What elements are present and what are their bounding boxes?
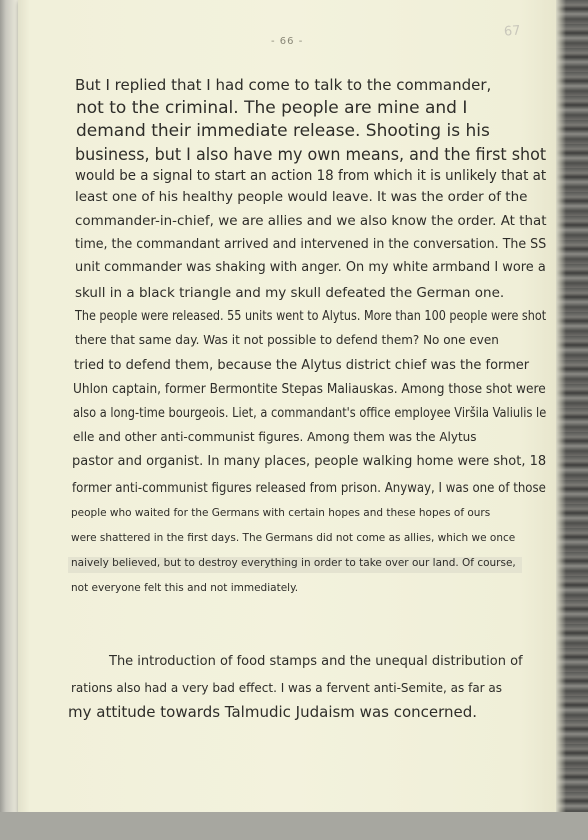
pencil-page-mark: 67 xyxy=(503,23,522,40)
text-line: skull in a black triangle and my skull defeated the German one. xyxy=(75,285,505,301)
text-line: time, the commandant arrived and intervened in the conversation. The SS xyxy=(75,237,547,252)
text-line: business, but I also have my own means, and the first shot xyxy=(75,145,547,165)
text-line: not everyone felt this and not immediately. xyxy=(71,582,299,594)
text-line: were shattered in the first days. The Germans did not come as allies, which we once xyxy=(71,532,516,544)
text-line: least one of his healthy people would leave. It was the order of the xyxy=(75,189,528,205)
text-line: The introduction of food stamps and the unequal distribution of xyxy=(109,654,523,669)
text-line: pastor and organist. In many places, people walking home were shot, 18 xyxy=(72,454,547,469)
page-edge-shadow xyxy=(556,0,566,840)
text-line: people who waited for the Germans with certain hopes and these hopes of ours xyxy=(71,507,491,519)
text-line: rations also had a very bad effect. I was a fervent anti-Semite, as far as xyxy=(71,681,503,695)
text-line highlighted-line: naively believed, but to destroy everything in order to take over our land. Of course, xyxy=(71,557,516,569)
page-number: - 66 - xyxy=(271,36,304,47)
text-line: But I replied that I had come to talk to the commander, xyxy=(75,76,492,94)
text-line: Uhlon captain, former Bermontite Stepas Maliauskas. Among those shot were xyxy=(73,381,546,397)
text-line: elle and other anti-communist figures. Among them was the Alytus xyxy=(73,430,477,444)
text-line: also a long-time bourgeois. Liet, a commandant's office employee Viršila Valiulis le xyxy=(73,406,547,421)
background-surface xyxy=(0,812,588,840)
text-line: there that same day. Was it not possible to defend them? No one even xyxy=(75,333,499,347)
text-line: not to the criminal. The people are mine and I xyxy=(76,98,468,118)
text-line: would be a signal to start an action 18 from which it is unlikely that at xyxy=(75,168,547,184)
text-line: demand their immediate release. Shooting is his xyxy=(76,121,490,141)
text-line: former anti-communist figures released from prison. Anyway, I was one of those xyxy=(72,481,546,496)
text-line: tried to defend them, because the Alytus district chief was the former xyxy=(74,358,530,373)
text-line: commander-in-chief, we are allies and we also know the order. At that xyxy=(75,213,547,229)
text-line: unit commander was shaking with anger. On my white armband I wore a xyxy=(75,260,546,275)
text-line: my attitude towards Talmudic Judaism was concerned. xyxy=(68,703,478,721)
text-line: The people were released. 55 units went to Alytus. More than 100 people were shot xyxy=(75,309,547,324)
